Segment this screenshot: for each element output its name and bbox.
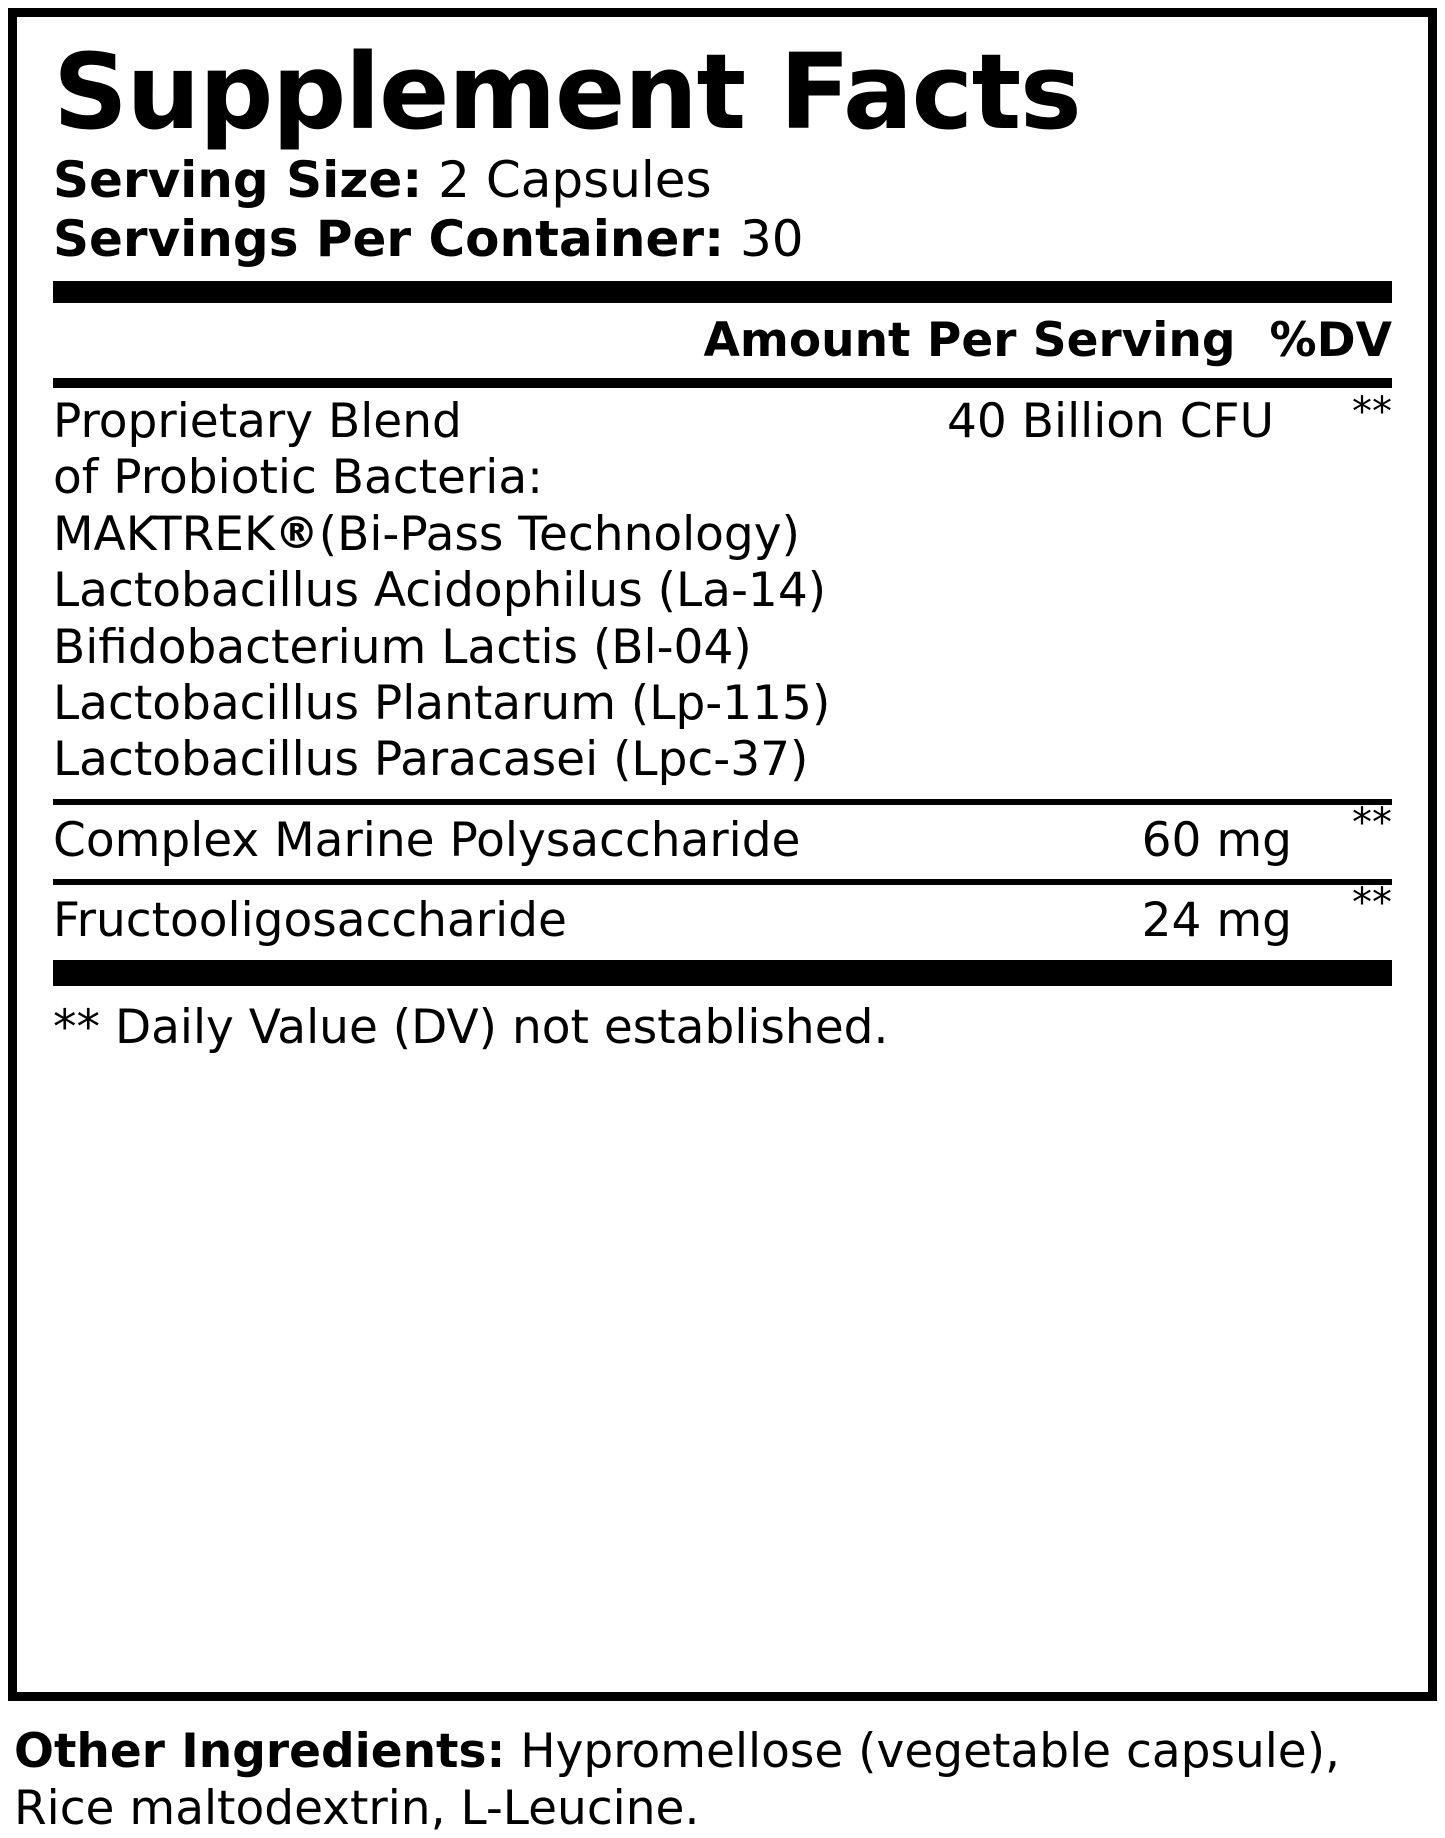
serving-size-label: Serving Size: <box>53 151 423 210</box>
servings-per-container <box>53 210 1392 269</box>
divider-block-bottom <box>53 960 1392 986</box>
blend-amount: 40 Billion CFU <box>947 394 1274 450</box>
nutrient-amount: 24 mg <box>1141 893 1292 949</box>
blend-name-line1: Proprietary Blend <box>53 394 462 450</box>
servings-per-container-label: Servings Per Container: <box>53 210 725 269</box>
divider-under-headers <box>53 378 1392 388</box>
nutrient-daily-value: ** <box>1352 880 1392 927</box>
nutrient-name: Complex Marine Polysaccharide <box>53 812 801 868</box>
nutrient-amount: 60 mg <box>1141 812 1292 868</box>
list-item: Bifidobacterium Lactis (Bl-04) <box>53 619 752 675</box>
daily-value-footnote: ** Daily Value (DV) not established. <box>53 999 889 1055</box>
strain-suffix: (Bi-Pass Technology) <box>318 506 800 562</box>
table-row <box>53 880 1392 959</box>
blend-name-line2: of Probiotic Bacteria: <box>53 450 543 506</box>
column-header-amount-per-serving: Amount Per Serving <box>703 313 1236 369</box>
spacer <box>53 789 1392 799</box>
list-item <box>53 507 1392 563</box>
nutrient-name: Fructooligosaccharide <box>53 893 567 949</box>
facts-panel <box>8 8 1437 1701</box>
list-item: Lactobacillus Plantarum (Lp-115) <box>53 676 831 732</box>
servings-per-container-value: 30 <box>739 210 804 269</box>
serving-size-value: 2 Capsules <box>438 151 712 210</box>
nutrient-daily-value: ** <box>1352 799 1392 846</box>
registered-trademark-icon: ® <box>274 507 319 559</box>
table-column-headers <box>53 303 1392 378</box>
nutrient-rows <box>53 388 1392 799</box>
divider-thick-top <box>53 281 1392 303</box>
blend-daily-value: ** <box>1352 389 1392 436</box>
table-row <box>53 389 1392 450</box>
other-ingredients <box>0 1709 1445 1838</box>
other-ingredients-value: Hypromellose (vegetable capsule), Rice maltodextrin, L-Leucine. <box>14 1724 1340 1837</box>
table-row <box>53 799 1392 879</box>
list-item: Lactobacillus Acidophilus (La-14) <box>53 563 827 619</box>
serving-size <box>53 151 1392 210</box>
column-header-daily-value: %DV <box>1269 313 1392 369</box>
list-item: Lactobacillus Paracasei (Lpc-37) <box>53 732 809 788</box>
other-ingredients-label: Other Ingredients: <box>14 1724 506 1779</box>
strain-name: MAKTREK <box>53 506 275 562</box>
page-title: Supplement Facts <box>53 31 1081 153</box>
